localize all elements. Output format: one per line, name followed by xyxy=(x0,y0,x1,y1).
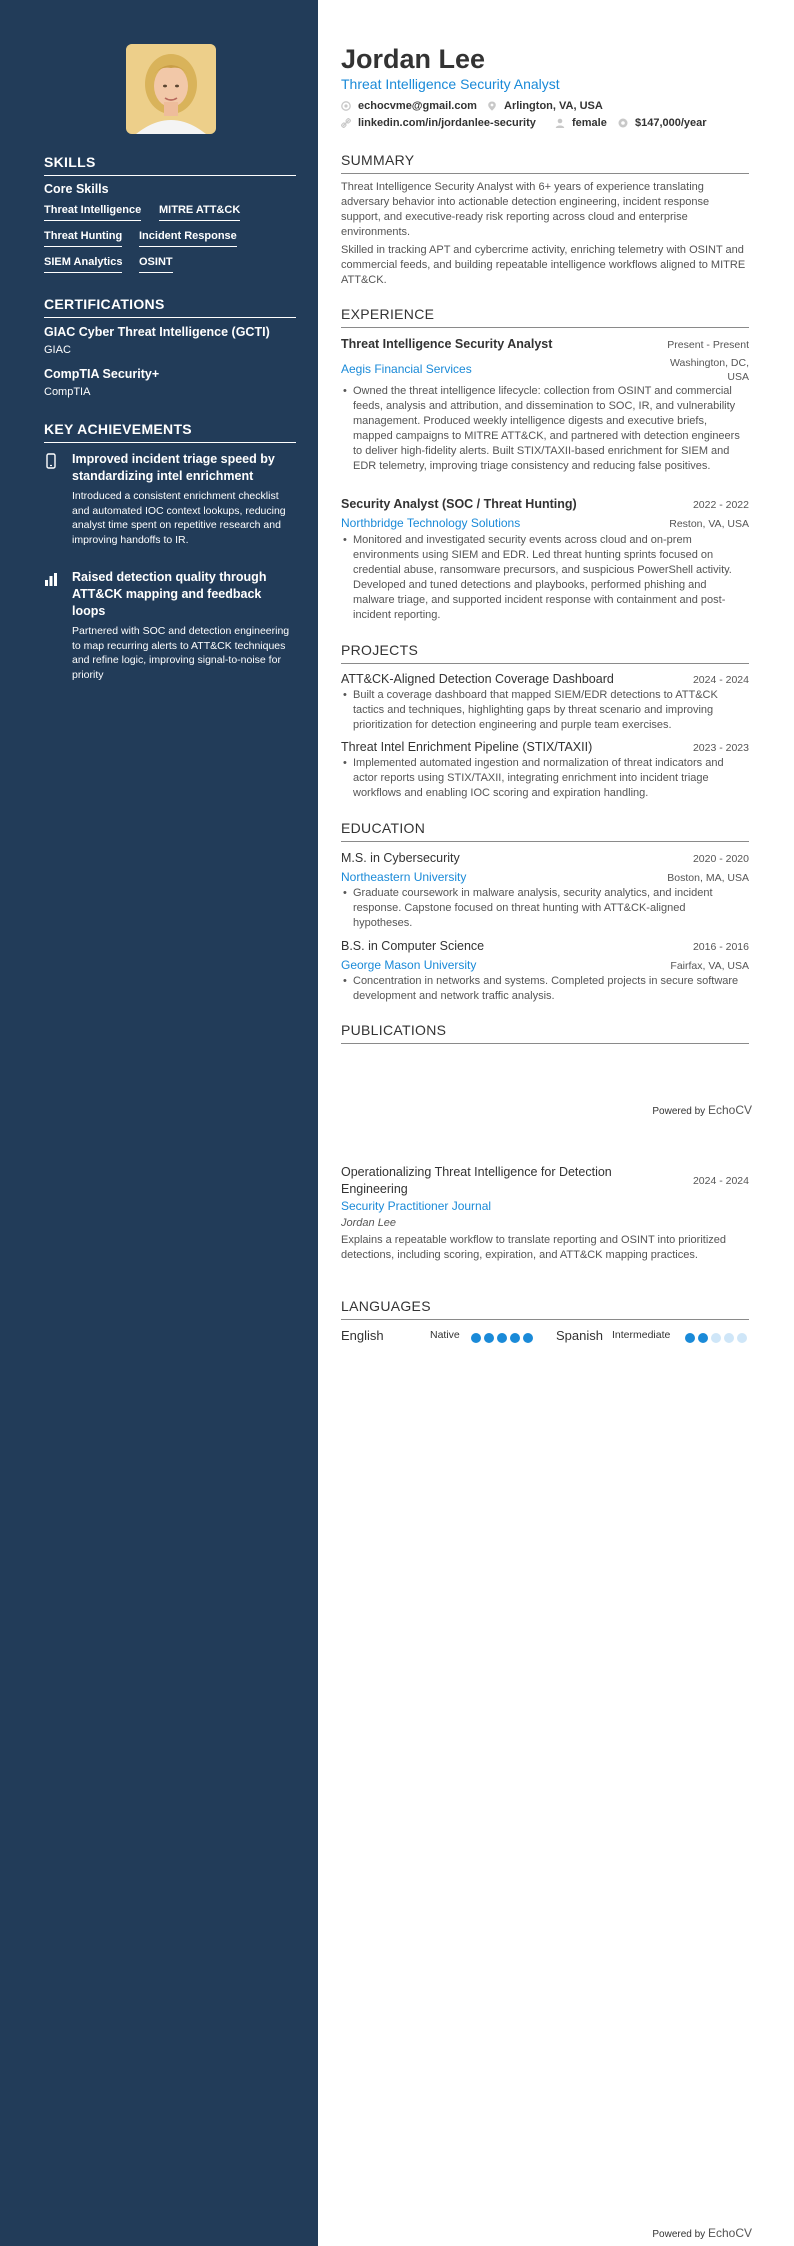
education-school: Northeastern University xyxy=(341,870,467,884)
bullet-dot: • xyxy=(343,385,347,397)
email-icon xyxy=(341,101,351,111)
education-date: 2020 - 2020 xyxy=(692,853,749,865)
publication-description: Explains a repeatable workflow to translate reporting and OSINT into prioritized detections, including scoring, expiration, and ATT&CK mapping practices. xyxy=(341,1234,726,1261)
education-degree: B.S. in Computer Science xyxy=(341,939,485,953)
certification-item xyxy=(44,367,296,398)
education-date: 2016 - 2016 xyxy=(692,941,749,953)
proficiency-dot xyxy=(711,1333,721,1343)
contact-location: Arlington, VA, USA xyxy=(504,100,603,112)
contact-linkedin[interactable]: linkedin.com/in/jordanlee-security xyxy=(358,117,536,129)
achievement-description: Introduced a consistent enrichment checklist and automated IOC context lookups, reducing analyst time spent on repetitive research and improving handoffs to IR. xyxy=(72,490,286,546)
profile-photo xyxy=(126,44,216,134)
skill-chip: MITRE ATT&CK xyxy=(159,204,240,221)
publication-venue: Security Practitioner Journal xyxy=(341,1199,492,1213)
contact-gender: female xyxy=(572,117,607,129)
project-bullet xyxy=(341,688,749,733)
skill-chip: Threat Intelligence xyxy=(44,204,141,221)
candidate-role: Threat Intelligence Security Analyst xyxy=(341,76,560,92)
experience-bullet-text: Owned the threat intelligence lifecycle: collection from OSINT and commercial feeds, analysis and attribution, and dissemination to SOC, IR, and vulnerability management. Produced weekly intelligence digests and executive briefs, mapped campaigns to MITRE ATT&CK, and partnered with detection engineers to deliver high-fidelity alerts. Built STIX/TAXII-based enrichment for SIEM and EDR telemetry, improving triage consistency and reducing false positives. xyxy=(353,385,740,472)
project-bullet-text: Built a coverage dashboard that mapped SIEM/EDR detections to ATT&CK tactics and techniques, highlighting gaps by threat scenario and improving prioritization for detection engineering and purple team exercises. xyxy=(353,689,718,731)
proficiency-dot xyxy=(510,1333,520,1343)
summary-paragraph: Threat Intelligence Security Analyst with 6+ years of experience translating adversary behavior into actionable detection engineering, incident response support, and executive-ready risk reporting across cloud and enterprise environments. xyxy=(341,181,710,238)
sidebar xyxy=(0,0,318,2246)
person-icon xyxy=(555,118,565,128)
powered-by-label: Powered by xyxy=(652,2229,706,2240)
powered-by-footer xyxy=(652,1103,752,1117)
proficiency-dot xyxy=(523,1333,533,1343)
experience-job-title: Security Analyst (SOC / Threat Hunting) xyxy=(341,497,577,511)
phone-icon xyxy=(44,453,58,469)
certifications-title: CERTIFICATIONS xyxy=(44,296,296,318)
publications-title: PUBLICATIONS xyxy=(341,1022,749,1044)
experience-bullet-text: Monitored and investigated security events across cloud and on-prem environments using SIEM and EDR. Led threat hunting sprints focused on credential abuse, ransomware precursors, and suspicious PowerShell activity. Developed and tuned detections and playbooks, performed phishing and malware triage, and supported incident response with containment and post-incident reporting. xyxy=(353,534,732,621)
bullet-dot: • xyxy=(343,887,347,899)
projects-title: PROJECTS xyxy=(341,642,749,664)
proficiency-dot xyxy=(737,1333,747,1343)
proficiency-dot xyxy=(724,1333,734,1343)
education-bullet xyxy=(341,886,749,931)
language-proficiency-dots xyxy=(471,1330,536,1348)
proficiency-dot xyxy=(497,1333,507,1343)
education-degree: M.S. in Cybersecurity xyxy=(341,851,460,865)
salary-icon xyxy=(618,118,628,128)
experience-job-title: Threat Intelligence Security Analyst xyxy=(341,337,553,351)
experience-location: Reston, VA, USA xyxy=(669,518,749,530)
skill-chip: OSINT xyxy=(139,256,173,273)
proficiency-dot xyxy=(484,1333,494,1343)
language-level: Native xyxy=(430,1329,460,1341)
proficiency-dot xyxy=(471,1333,481,1343)
candidate-name: Jordan Lee xyxy=(341,44,486,74)
education-location: Fairfax, VA, USA xyxy=(670,960,749,972)
education-bullet-text: Concentration in networks and systems. Completed projects in secure software development and network traffic analysis. xyxy=(353,975,739,1002)
language-name: English xyxy=(341,1328,384,1343)
bar-chart-icon xyxy=(44,571,58,587)
achievements-title: KEY ACHIEVEMENTS xyxy=(44,421,296,443)
powered-by-label: Powered by xyxy=(652,1106,706,1117)
education-location: Boston, MA, USA xyxy=(667,872,749,884)
skills-title: SKILLS xyxy=(44,154,296,176)
achievement-description: Partnered with SOC and detection engineering to map recurring alerts to ATT&CK techniques and refine logic, improving signal-to-noise for priority xyxy=(72,625,290,681)
language-proficiency-dots xyxy=(685,1330,750,1348)
experience-bullet xyxy=(341,533,749,623)
experience-title: EXPERIENCE xyxy=(341,306,749,328)
skill-chip: Threat Hunting xyxy=(44,230,122,247)
summary-paragraph: Skilled in tracking APT and cybercrime activity, enriching telemetry with OSINT and commercial feeds, and building repeatable intelligence workflows aligned to MITRE ATT&CK. xyxy=(341,244,746,286)
achievement-title: Improved incident triage speed by standardizing intel enrichment xyxy=(72,452,275,483)
language-level: Intermediate xyxy=(612,1329,671,1341)
education-title: EDUCATION xyxy=(341,820,749,842)
proficiency-dot xyxy=(698,1333,708,1343)
link-icon xyxy=(341,118,351,128)
brand-logo: EchoCV xyxy=(707,1103,752,1117)
experience-company: Northbridge Technology Solutions xyxy=(341,516,521,530)
education-bullet-text: Graduate coursework in malware analysis, security analytics, and incident response. Capstone focused on threat hunting with ATT&CK-aligned hypotheses. xyxy=(353,887,713,929)
skills-group-title: Core Skills xyxy=(44,182,109,196)
contact-email[interactable]: echocvme@gmail.com xyxy=(358,100,477,112)
project-date: 2024 - 2024 xyxy=(692,674,749,686)
certification-name: CompTIA Security+ xyxy=(44,367,160,381)
bullet-dot: • xyxy=(343,757,347,769)
skill-chip: SIEM Analytics xyxy=(44,256,122,273)
project-title: Threat Intel Enrichment Pipeline (STIX/TAXII) xyxy=(341,740,593,754)
brand-logo: EchoCV xyxy=(707,2226,752,2240)
language-name: Spanish xyxy=(556,1328,603,1343)
project-title: ATT&CK-Aligned Detection Coverage Dashboard xyxy=(341,672,614,686)
experience-location: Washington, DC, USA xyxy=(670,357,749,383)
experience-date: Present - Present xyxy=(667,339,749,351)
languages-title: LANGUAGES xyxy=(341,1298,749,1320)
education-bullet xyxy=(341,974,749,1004)
bullet-dot: • xyxy=(343,689,347,701)
experience-bullet xyxy=(341,384,749,489)
powered-by-footer xyxy=(652,2226,752,2240)
contact-salary: $147,000/year xyxy=(635,117,707,129)
experience-company: Aegis Financial Services xyxy=(341,362,472,376)
education-school: George Mason University xyxy=(341,958,477,972)
experience-date: 2022 - 2022 xyxy=(692,499,749,511)
proficiency-dot xyxy=(685,1333,695,1343)
project-date: 2023 - 2023 xyxy=(692,742,749,754)
publication-title: Operationalizing Threat Intelligence for Detection Engineering xyxy=(341,1165,612,1196)
certification-issuer: CompTIA xyxy=(44,386,91,398)
achievement-title: Raised detection quality through ATT&CK mapping and feedback loops xyxy=(72,570,267,618)
project-bullet xyxy=(341,756,749,801)
location-pin-icon xyxy=(487,101,497,111)
certification-name: GIAC Cyber Threat Intelligence (GCTI) xyxy=(44,325,270,339)
skill-chip: Incident Response xyxy=(139,230,237,247)
certification-item xyxy=(44,325,296,356)
project-bullet-text: Implemented automated ingestion and normalization of threat indicators and actor reports using STIX/TAXII, integrating enrichment into incident triage workflows and enabling IOC scoring and expiration handling. xyxy=(353,757,724,799)
publication-date: 2024 - 2024 xyxy=(692,1175,749,1187)
bullet-dot: • xyxy=(343,534,347,546)
bullet-dot: • xyxy=(343,975,347,987)
certification-issuer: GIAC xyxy=(44,344,71,356)
summary-title: SUMMARY xyxy=(341,152,749,174)
publication-author: Jordan Lee xyxy=(341,1217,397,1229)
